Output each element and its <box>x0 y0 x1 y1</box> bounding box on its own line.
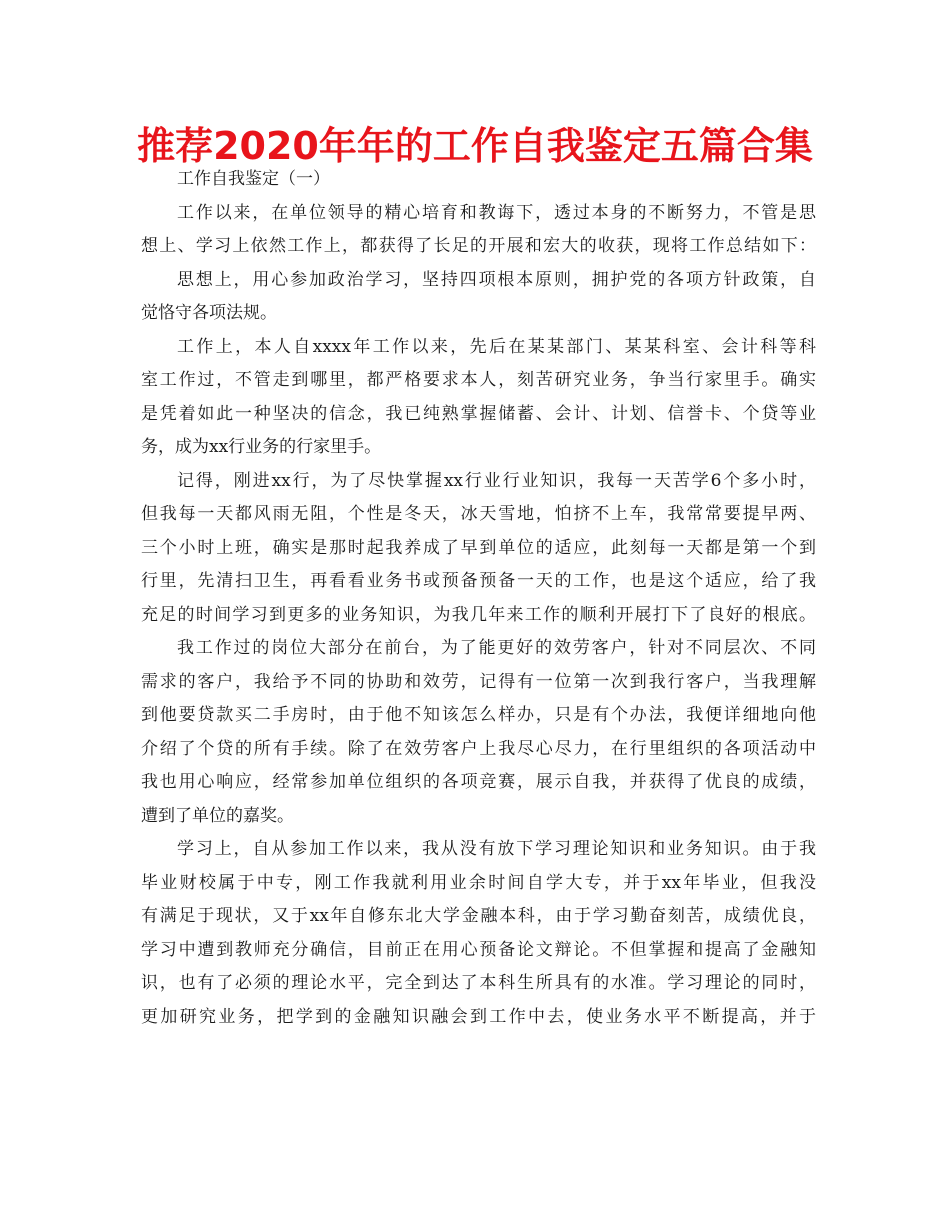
document-title: 推荐2020年年的工作自我鉴定五篇合集 <box>137 124 813 168</box>
text-line: 工作以来，在单位领导的精心培育和教诲下，透过本身的不断努力，不管是思 <box>177 202 816 223</box>
text-line: 工作自我鉴定（一） <box>177 169 330 189</box>
text-line: 学习上，自从参加工作以来，我从没有放下学习理论知识和业务知识。由于我 <box>177 839 816 859</box>
text-line: 更加研究业务，把学到的金融知识融会到工作中去，使业务水平不断提高，并于 <box>141 1006 816 1027</box>
text-line: 需求的客户，我给予不同的协助和效劳，记得有一位第一次到我行客户，当我理解 <box>141 671 816 692</box>
text-line: 但我每一天都风雨无阻，个性是冬天，冰天雪地，怕挤不上车，我常常要提早两、 <box>141 504 816 524</box>
text-line: 思想上，用心参加政治学习，坚持四项根本原则，拥护党的各项方针政策，自 <box>177 269 816 290</box>
text-line: 工作上，本人自xxxx年工作以来，先后在某某部门、某某科室、会计科等科 <box>177 336 816 357</box>
text-line: 记得，刚进xx行，为了尽快掌握xx行业行业知识，我每一天苦学6个多小时， <box>177 470 816 491</box>
document-body <box>141 163 816 1034</box>
text-line: 觉恪守各项法规。 <box>141 303 277 323</box>
text-line: 室工作过，不管走到哪里，都严格要求本人，刻苦研究业务，争当行家里手。确实 <box>141 370 816 390</box>
text-line: 学习中遭到教师充分确信，目前正在用心预备论文辩论。不但掌握和提高了金融知 <box>141 939 816 960</box>
text-line: 毕业财校属于中专，刚工作我就利用业余时间自学大专，并于xx年毕业，但我没 <box>141 872 816 893</box>
text-line: 我也用心响应，经常参加单位组织的各项竞赛，展示自我，并获得了优良的成绩， <box>141 772 816 792</box>
text-line: 充足的时间学习到更多的业务知识，为我几年来工作的顺利开展打下了良好的根底。 <box>141 604 816 625</box>
text-line: 行里，先清扫卫生，再看看业务书或预备预备一天的工作，也是这个适应，给了我 <box>141 571 816 591</box>
text-line: 识，也有了必须的理论水平，完全到达了本科生所具有的水准。学习理论的同时， <box>141 973 816 993</box>
text-line: 遭到了单位的嘉奖。 <box>141 805 294 826</box>
text-line: 想上、学习上依然工作上，都获得了长足的开展和宏大的收获，现将工作总结如下： <box>141 236 816 256</box>
text-line: 到他要贷款买二手房时，由于他不知该怎么样办，只是有个办法，我便详细地向他 <box>141 705 816 725</box>
text-line: 三个小时上班，确实是那时起我养成了早到单位的适应，此刻每一天都是第一个到 <box>141 537 816 558</box>
text-line: 是凭着如此一种坚决的信念，我已纯熟掌握储蓄、会计、计划、信誉卡、个贷等业 <box>141 403 816 424</box>
text-line: 我工作过的岗位大部分在前台，为了能更好的效劳客户，针对不同层次、不同 <box>177 638 816 658</box>
text-line: 介绍了个贷的所有手续。除了在效劳客户上我尽心尽力，在行里组织的各项活动中 <box>141 738 816 759</box>
text-line: 务，成为xx行业务的行家里手。 <box>141 437 382 457</box>
text-line: 有满足于现状，又于xx年自修东北大学金融本科，由于学习勤奋刻苦，成绩优良， <box>141 906 816 926</box>
